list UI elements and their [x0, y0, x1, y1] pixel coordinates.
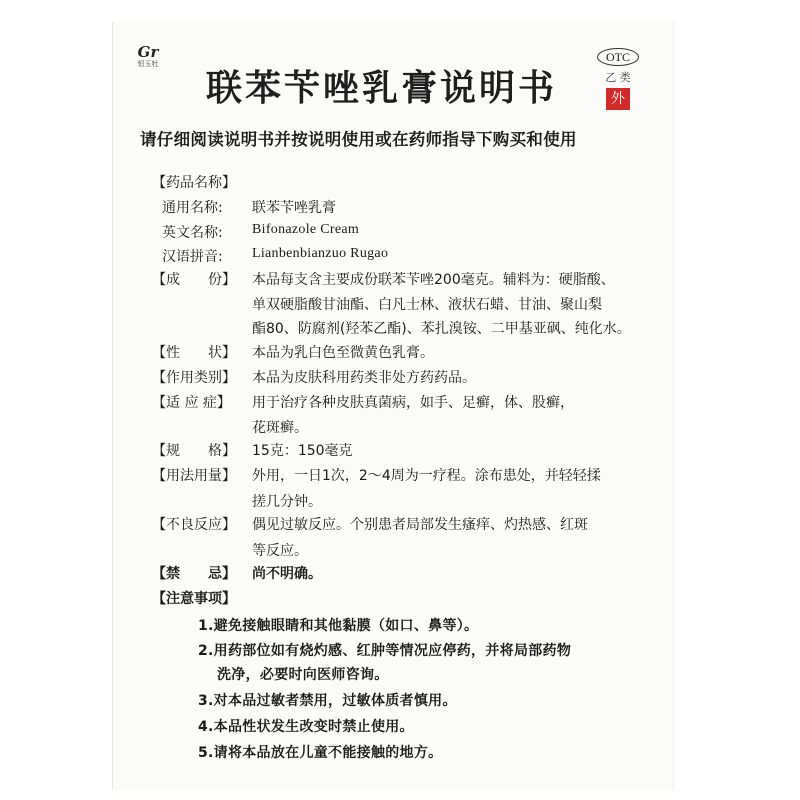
precaution-item: 5.请将本品放在儿童不能接触的地方。	[198, 745, 443, 761]
section-label: 【适 应 症】	[152, 395, 231, 411]
indications-line: 用于治疗各种皮肤真菌病，如手、足癣，体、股癣，	[252, 395, 574, 411]
indications-line: 花斑癣。	[252, 420, 308, 436]
otc-badge	[597, 48, 639, 110]
section-indications	[152, 393, 574, 414]
section-label: 【性 状】	[152, 345, 236, 361]
section-label: 【不良反应】	[152, 517, 236, 533]
section-label: 【作用类别】	[152, 370, 236, 386]
usage-line: 搓几分钟。	[252, 494, 322, 510]
adverse-line: 等反应。	[252, 543, 308, 559]
usage-line: 外用，一日1次，2～4周为一疗程。涂布患处，并轻轻揉	[252, 468, 601, 484]
otc-mark: OTC	[597, 48, 639, 66]
precaution-item: 2.用药部位如有烧灼感、红肿等情况应停药，并将局部药物	[198, 643, 572, 659]
specification-value: 15克：150毫克	[252, 443, 353, 459]
precaution-item: 3.对本品过敏者禁用，过敏体质者慎用。	[198, 693, 457, 709]
reading-notice: 请仔细阅读说明书并按说明使用或在药师指导下购买和使用	[140, 130, 577, 149]
generic-name-row	[162, 197, 336, 217]
english-name-row	[162, 222, 360, 242]
section-category	[152, 368, 476, 389]
page-title: 联苯苄唑乳膏说明书	[206, 68, 558, 109]
generic-name-value: 联苯苄唑乳膏	[252, 200, 336, 216]
generic-name-label: 通用名称:	[162, 200, 223, 216]
pinyin-name-value: Lianbenbianzuo Rugao	[252, 246, 389, 261]
contraindications-value: 尚不明确。	[252, 566, 322, 582]
english-name-label: 英文名称:	[162, 225, 223, 241]
section-label: 【规 格】	[152, 443, 236, 459]
section-label: 【注意事项】	[152, 591, 236, 607]
section-label: 【用法用量】	[152, 468, 236, 484]
ingredients-line: 酯80、防腐剂(羟苯乙酯)、苯扎溴铵、二甲基亚砜、纯化水。	[252, 321, 631, 337]
section-drug-name	[152, 173, 236, 194]
external-use-mark: 外	[606, 88, 630, 110]
category-value: 本品为皮肤科用药类非处方药药品。	[252, 370, 476, 386]
section-label: 【成 份】	[152, 272, 236, 288]
precaution-item: 4.本品性状发生改变时禁止使用。	[198, 719, 414, 735]
section-appearance	[152, 343, 434, 364]
section-adverse	[152, 515, 588, 536]
logo-mark-icon: Gr	[137, 43, 159, 61]
section-precautions	[152, 589, 236, 610]
section-label: 【药品名称】	[152, 175, 236, 191]
precaution-item: 1.避免接触眼睛和其他黏膜（如口、鼻等）。	[198, 618, 479, 634]
section-contraindications	[152, 564, 322, 585]
section-label: 【禁 忌】	[152, 566, 236, 582]
english-name-value: Bifonazole Cream	[252, 222, 360, 237]
section-usage	[152, 466, 601, 487]
otc-class: 乙 类	[605, 71, 631, 84]
section-ingredients	[152, 270, 615, 291]
adverse-line: 偶见过敏反应。个别患者局部发生瘙痒、灼热感、红斑	[252, 517, 588, 533]
logo-text: 恒玉牡	[137, 60, 159, 68]
pinyin-name-row	[162, 246, 389, 266]
section-specification	[152, 441, 353, 462]
precaution-item-continued: 洗净，必要时向医师咨询。	[217, 667, 389, 683]
ingredients-line: 单双硬脂酸甘油酯、白凡士林、液状石蜡、甘油、聚山梨	[252, 297, 602, 313]
brand-logo	[128, 44, 168, 69]
appearance-value: 本品为乳白色至微黄色乳膏。	[252, 345, 434, 361]
pinyin-name-label: 汉语拼音:	[162, 249, 223, 265]
ingredients-line: 本品每支含主要成份联苯苄唑200毫克。辅料为：硬脂酸、	[252, 272, 615, 288]
